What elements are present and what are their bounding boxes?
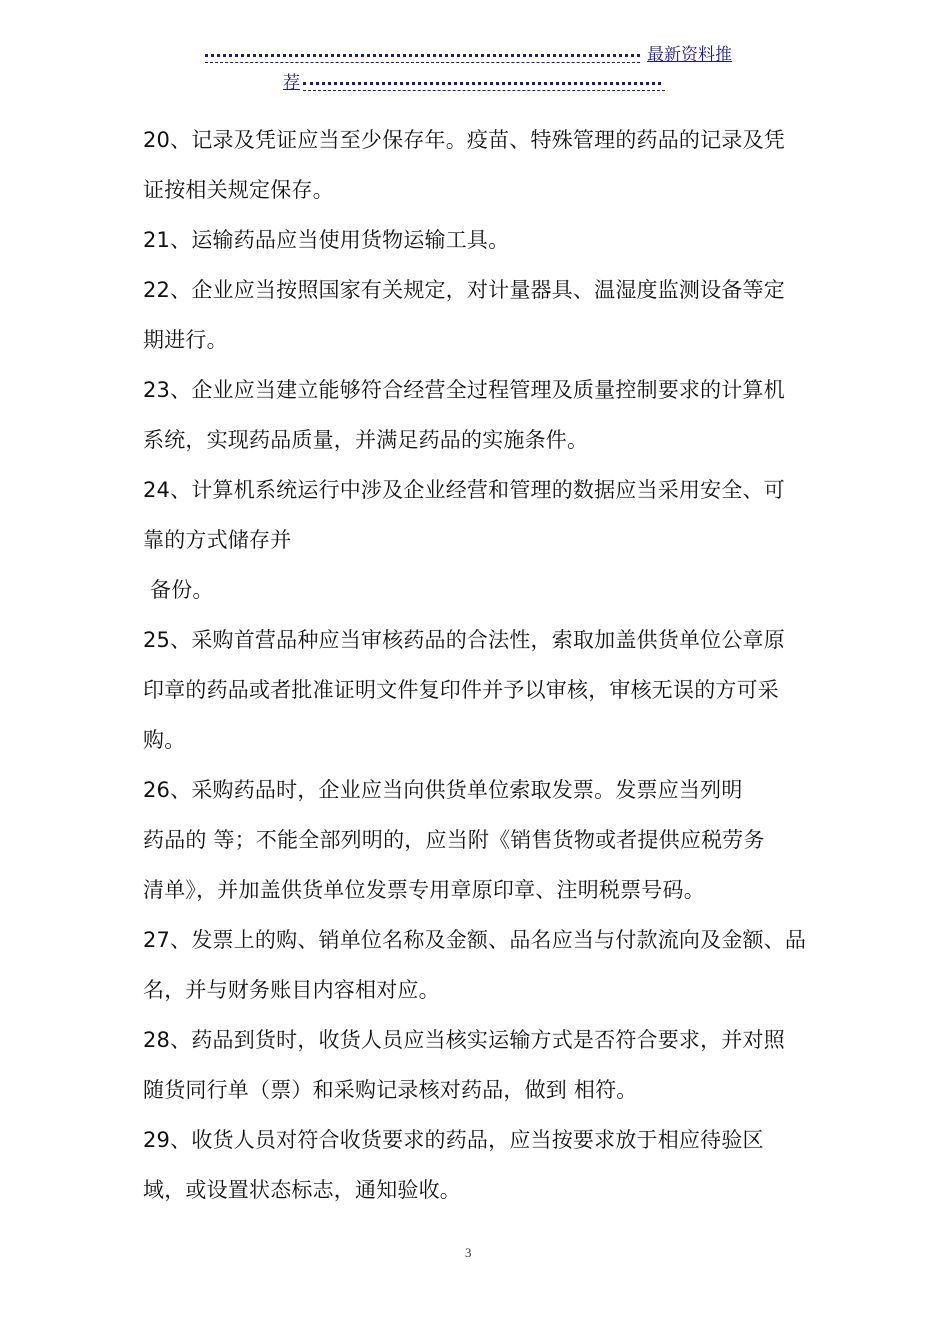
text-line: 域，或设置状态标志，通知验收。	[143, 1178, 461, 1202]
header-dashed-rule	[205, 62, 640, 63]
text-line: 药品的 等；不能全部列明的，应当附《销售货物或者提供应税劳务	[143, 828, 765, 852]
text-line: 28、药品到货时，收货人员应当核实运输方式是否符合要求，并对照	[143, 1028, 785, 1052]
text-line: 24、计算机系统运行中涉及企业经营和管理的数据应当采用安全、可	[143, 478, 785, 502]
header-dashed-rule-2	[303, 90, 665, 91]
header-dotted-rule	[205, 54, 640, 57]
text-line: 清单》，并加盖供货单位发票专用章原印章、注明税票号码。	[143, 878, 705, 902]
text-line: 20、记录及凭证应当至少保存年。疫苗、特殊管理的药品的记录及凭	[143, 128, 785, 152]
text-line: 靠的方式储存并	[143, 528, 292, 552]
text-line: 购。	[143, 728, 186, 752]
page-header	[205, 40, 765, 94]
text-line: 27、发票上的购、销单位名称及金额、品名应当与付款流向及金额、品	[143, 928, 807, 952]
text-line: 名，并与财务账目内容相对应。	[143, 978, 440, 1002]
text-line: 26、采购药品时，企业应当向供货单位索取发票。发票应当列明	[143, 778, 743, 802]
page-number: 3	[465, 1245, 472, 1260]
text-line: 期进行。	[143, 328, 228, 352]
text-line: 印章的药品或者批准证明文件复印件并予以审核，审核无误的方可采	[143, 678, 779, 702]
text-line: 25、采购首营品种应当审核药品的合法性，索取加盖供货单位公章原	[143, 628, 785, 652]
text-line: 证按相关规定保存。	[143, 178, 334, 202]
text-line: 22、企业应当按照国家有关规定，对计量器具、温湿度监测设备等定	[143, 278, 785, 302]
header-link-text-2[interactable]: 荐	[283, 73, 300, 93]
text-line: 系统，实现药品质量，并满足药品的实施条件。	[143, 428, 589, 452]
text-line: 21、运输药品应当使用货物运输工具。	[143, 228, 510, 252]
text-line: 23、企业应当建立能够符合经营全过程管理及质量控制要求的计算机	[143, 378, 785, 402]
text-line: 备份。	[150, 578, 214, 602]
text-line: 随货同行单（票）和采购记录核对药品，做到 相符。	[143, 1078, 638, 1102]
header-dotted-rule-2	[303, 82, 661, 85]
text-line: 29、收货人员对符合收货要求的药品，应当按要求放于相应待验区	[143, 1128, 764, 1152]
header-link-text-1[interactable]: 最新资料推	[647, 45, 732, 65]
